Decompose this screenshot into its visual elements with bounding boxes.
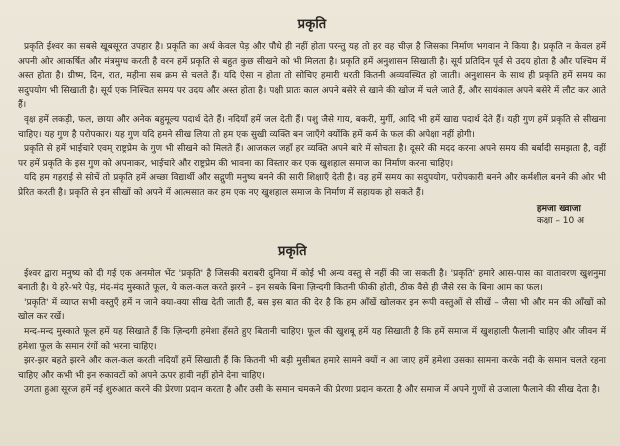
author-name: हमजा ख्वाजा bbox=[536, 203, 581, 214]
essay-1 bbox=[18, 14, 606, 227]
essay-2-paragraph-3: मन्द-मन्द मुस्काते फूल हमें यह सिखाते हैं कि ज़िन्दगी हमेशा हँसते हुए बितानी चाहिए। फूल की खुशबू हमें यह सिखाती है कि हमें समाज में खुशहाली फैलानी चाहिए और जीवन में हमेशा फूल के समान रंगों को भरना चाहिए। bbox=[18, 326, 606, 352]
essay-1-paragraph-2: वृक्ष हमें लकड़ी, फल, छाया और अनेक बहुमूल्य पदार्थ देते हैं। नदियाँ हमें जल देती हैं। पशु जैसे गाय, बकरी, मुर्गी, आदि भी हमें खाद्य पदार्थ देते हैं। यही गुण हमें प्रकृति से सीखना चाहिए। यह गुण है परोपकार। यह गुण यदि हमने सीख लिया तो हम एक सुखी व्यक्ति बन जाएँगे क्योंकि हमें कर्म के फल की अपेक्षा नहीं होगी। bbox=[18, 114, 606, 140]
essay-2-paragraph-5: उगता हुआ सूरज हमें नई शुरुआत करने की प्रेरणा प्रदान करता है और उसी के समान चमकने की प्रेरणा प्रदान करता है और समाज में अपने गुणों से उजाला फैलाने की सीख देता है। bbox=[24, 385, 601, 396]
essay-1-paragraph-1: प्रकृति ईश्वर का सबसे खूबसूरत उपहार है। प्रकृति का अर्थ केवल पेड़ और पौधे ही नहीं होता परन्तु यह तो हर वह चीज़ है जिसका निर्माण भगवान ने किया है। प्रकृति न केवल हमें अपनी ओर आकर्षित और मंत्रमुग्ध करती है वरन हमें प्रकृति से बहुत कुछ सीखने को भी मिलता है। प्रकृति हमें अनुशासन सिखाती है। सूर्य प्रतिदिन पूर्व से उदय होता है और पश्चिम में अस्त होता है। ग्रीष्म, दिन, रात, महीना सब क्रम से चलते हैं। यदि ऐसा न होता तो सोचिए हमारी धरती कितनी अव्यवस्थित हो जाती। अनुशासन के साथ ही प्रकृति हमें समय का सदुपयोग भी सिखाती है। सूर्य एक निश्चित समय पर उदय और अस्त होता है। पक्षी प्रातः काल अपने बसेरे से खाने की खोज में चले जाते हैं, और सायंकाल अपने बसेरे में लौट कर आते हैं। bbox=[18, 42, 606, 111]
essay-2 bbox=[18, 241, 606, 398]
essay-1-signature bbox=[18, 203, 606, 227]
essay-2-title: प्रकृति bbox=[278, 243, 307, 259]
essay-1-paragraph-3: प्रकृति से हमें भाईचारे एवम् राष्ट्रप्रेम के गुण भी सीखने को मिलते हैं। आजकल जहाँ हर व्यक्ति अपने बारे में सोचता है। दूसरे की मदद करना अपने समय की बर्बादी समझता है, वहीं पर हमें प्रकृति के इस गुण को अपनाकर, भाईचारे और राष्ट्रप्रेम की भावना का विस्तार कर एक खुशहाल समाज का निर्माण करना चाहिए। bbox=[18, 144, 606, 169]
essay-2-paragraph-2: 'प्रकृति' में व्याप्त सभी वस्तुएँ हमें न जाने क्या-क्या सीख देती जाती हैं, बस इस बात की देर है कि हम आँखें खोलकर इन रूपी वस्तुओं से सीखें – जैसा भी और मन की आँखों को खोल कर रखें। bbox=[18, 297, 606, 323]
author-block bbox=[537, 203, 584, 227]
essay-1-title: प्रकृति bbox=[297, 17, 327, 32]
author-class: कक्षा – 10 अ bbox=[536, 215, 584, 226]
essay-2-paragraph-1: ईश्वर द्वारा मनुष्य को दी गई एक अनमोल भेंट 'प्रकृति' है जिसकी बराबरी दुनिया में कोई भी अन्य वस्तु से नहीं की जा सकती है। 'प्रकृति' हमारे आस-पास का वातावरण खुशनुमा बनाती है। ये हरे-भरे पेड़, मंद-मंद मुस्काते फूल, ये कल-कल करते झरने – इन सबके बिना ज़िन्दगी कितनी फीकी होती, ठीक वैसे ही जैसे रस के बिना आम का फल। bbox=[18, 268, 606, 294]
essay-2-paragraph-4: झर-झर बहते झरने और कल-कल करती नदियाँ हमें सिखाती हैं कि कितनी भी बड़ी मुसीबत हमारे सामने क्यों न आ जाए हमें हमेशा उसका सामना करके नदी के समान चलते रहना चाहिए और कभी भी इन रुकावटों को अपने ऊपर हावी नहीं होने देना चाहिए। bbox=[18, 356, 606, 381]
essay-1-paragraph-4: यदि हम गहराई से सोचें तो प्रकृति हमें अच्छा विद्यार्थी और सद्गुणी मनुष्य बनने की सारी शिक्षाएँ देती है। वह हमें समय का सदुपयोग, परोपकारी बनने और कर्मशील बनने की ओर भी प्रेरित करती है। प्रकृति से इन सीखों को अपने में आत्मसात कर हम एक नए खुशहाल समाज के निर्माण में सहायक हो सकते हैं। bbox=[18, 173, 606, 198]
